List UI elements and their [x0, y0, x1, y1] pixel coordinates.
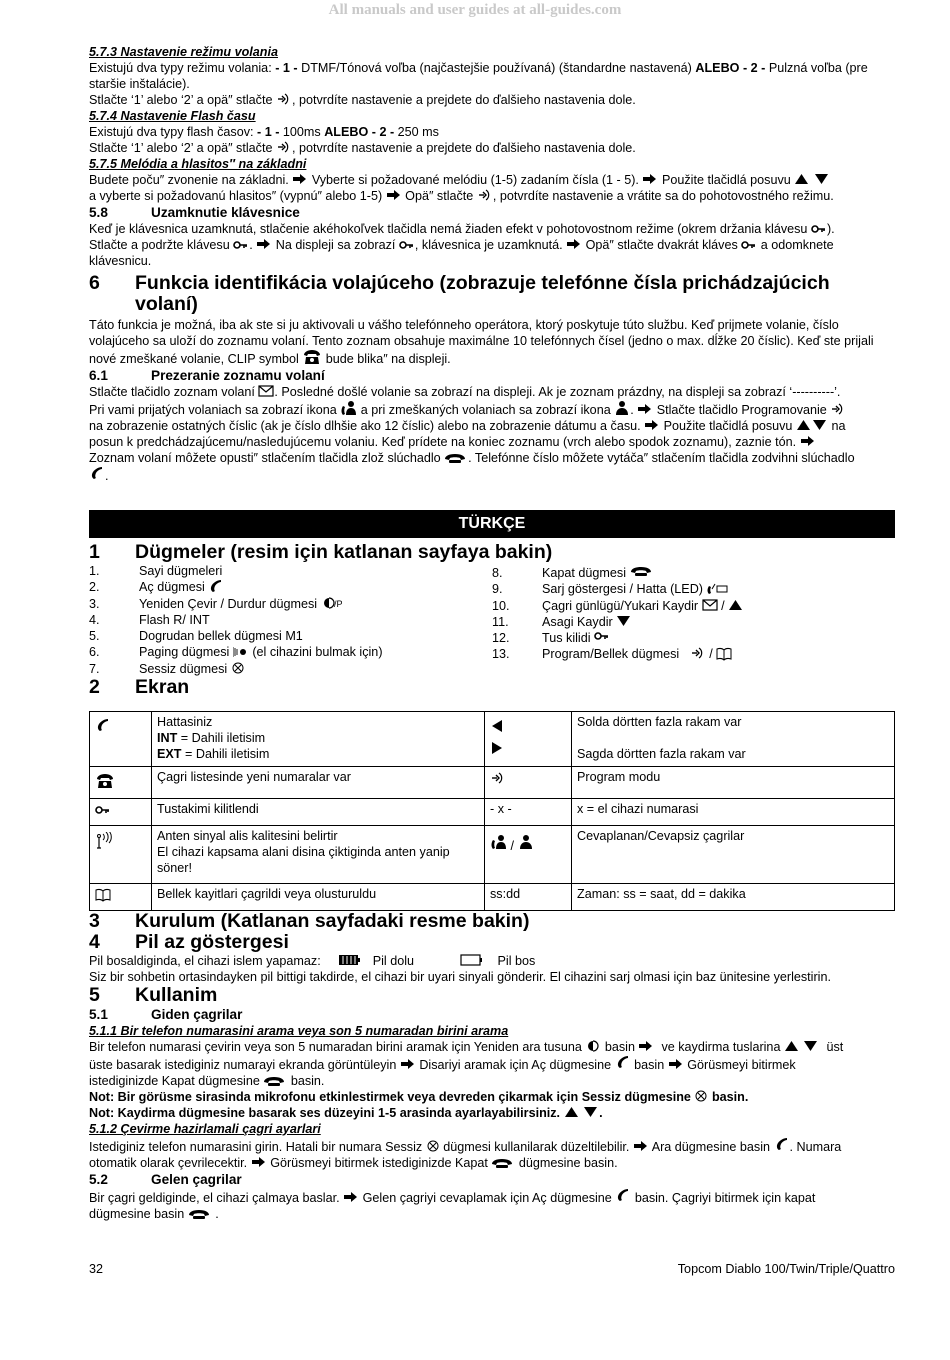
off-hook-icon	[615, 1188, 631, 1204]
mute-icon	[231, 661, 245, 675]
tr-section-1-heading	[89, 542, 895, 563]
text: üst	[826, 1040, 844, 1055]
text-bold: ALEBO - 2 -	[324, 125, 395, 139]
section-6-heading	[89, 273, 895, 315]
section-574-text	[89, 124, 895, 140]
tr-section-4-text	[89, 953, 895, 969]
text: basin.	[290, 1074, 325, 1089]
list-item	[89, 661, 492, 677]
item-label: Kapat dügmesi	[542, 566, 627, 580]
tr-section-512-text-2	[89, 1155, 895, 1171]
text: na	[831, 419, 846, 433]
svg-text:/P: /P	[333, 598, 343, 609]
item-note: (el cihazini bulmak için)	[252, 645, 383, 660]
off-hook-icon	[89, 466, 105, 482]
text: Not: Kaydirma dügmesine basarak ses düzeyini 1-5 arasinda ayarlayabilirsiniz.	[89, 1106, 561, 1121]
section-title: Giden çagrilar	[151, 1007, 243, 1023]
table-cell: Çagri listesinde yeni numaralar var	[152, 767, 485, 799]
section-58-heading	[89, 204, 895, 221]
table-cell	[485, 712, 572, 767]
section-61-text	[89, 384, 895, 400]
text: .	[249, 238, 253, 252]
key-icon	[741, 239, 757, 251]
right-triangle-icon	[490, 741, 504, 755]
list-item	[492, 630, 895, 646]
text: Táto funkcia je možná, iba ak ste si ju aktivovali u vášho telefónneho operátora, ktorý poskytuje túto službu. Keď prijmete volanie, číslo volajúceho sa uloží do zoznamu volaní. Tento zoznam obsahuje maximálne 10 telefónnych čísel (jedno o max. dĺžke 20 číslic). Keď ste prijali nové zmeškané volanie, CLIP symbol	[89, 318, 874, 366]
list-item	[492, 581, 895, 597]
text: Budete poču″ zvonenie na základni.	[89, 173, 289, 187]
list-item	[492, 565, 895, 581]
text: = Dahili iletisim	[181, 747, 270, 762]
clip-phone-icon	[302, 349, 322, 365]
text: Bir çagri geldiginde, el cihazi çalmaya baslar.	[89, 1191, 340, 1206]
text: , klávesnica je uzamknutá.	[414, 238, 563, 252]
off-hook-icon	[208, 579, 224, 595]
item-label: Yeniden Çevir / Durdur dügmesi	[139, 596, 318, 611]
text: Zoznam volaní môžete opusti″ stlačením tlačidla zlož slúchadlo	[89, 451, 441, 465]
section-title: Pil az göstergesi	[135, 931, 289, 954]
list-item	[89, 596, 492, 612]
text: a vyberte si požadovanú hlasitos″ (vypnú″ alebo 1-5)	[89, 189, 383, 203]
mute-icon	[694, 1089, 708, 1103]
section-573-text	[89, 60, 895, 92]
arrow-right-icon	[644, 418, 660, 432]
text: Na displeji sa zobrazí	[275, 238, 396, 252]
item-number: 13.	[492, 647, 510, 662]
page-footer	[89, 1262, 895, 1276]
section-574-title: 5.7.4 Nastavenie Flash času	[89, 109, 256, 123]
clip-phone-icon	[95, 773, 115, 791]
arrow-right-icon	[642, 172, 658, 186]
section-number: 1	[89, 541, 100, 563]
program-icon	[477, 188, 493, 202]
item-label: Dogrudan bellek dügmesi M1	[139, 629, 303, 644]
text: dügmesine basin.	[518, 1156, 618, 1171]
table-cell	[152, 712, 485, 767]
table-cell: x = el cihazi numarasi	[572, 799, 895, 826]
tr-section-4-heading	[89, 932, 895, 953]
text: posun k predchádzajúcemu/nasledujúcemu volaniu. Keď prídete na koniec zoznamu (vrch alebo spodok zoznamu), zaznie tón.	[89, 435, 797, 449]
table-cell: Bellek kayitlari çagrildi veya olusturuldu	[152, 884, 485, 911]
arrow-right-icon	[637, 402, 653, 416]
key-icon	[95, 804, 111, 816]
text: basin	[634, 1058, 665, 1073]
key-icon	[594, 630, 610, 642]
off-hook-icon	[615, 1055, 631, 1071]
charge-led-icon	[706, 581, 730, 595]
text: dügmesine basin	[89, 1207, 185, 1222]
scroll-down-icon	[583, 1105, 599, 1119]
text: Stlačte ‘1’ alebo ‘2’ a opä″ stlačte	[89, 141, 273, 155]
scroll-up-icon	[728, 598, 744, 612]
section-title: Ekran	[135, 676, 190, 699]
text: , potvrdíte nastavenie a prejdete do ďalšieho nastavenia dole.	[291, 93, 636, 107]
scroll-down-icon	[814, 172, 830, 186]
section-61-text-6	[89, 466, 895, 484]
table-row	[90, 826, 895, 884]
section-61-text-5	[89, 450, 895, 466]
scroll-down-icon	[616, 614, 632, 628]
battery-empty-icon	[460, 953, 484, 967]
table-cell	[90, 767, 152, 799]
program-icon	[276, 140, 292, 154]
text: Pri vami prijatých volaniach sa zobrazí ikona	[89, 403, 337, 417]
manual-page	[89, 44, 895, 1222]
page-number: 32	[89, 1262, 104, 1276]
item-label: Sayi dügmeleri	[139, 564, 223, 578]
section-title: Prezeranie zoznamu volaní	[151, 368, 325, 383]
section-title: Uzamknutie klávesnice	[151, 205, 300, 220]
item-number: 6.	[89, 645, 100, 660]
tr-section-511-text-2	[89, 1055, 895, 1073]
missed-call-icon	[614, 400, 630, 416]
table-cell	[90, 799, 152, 826]
text: Not: Bir görüsme sirasinda mikrofonu etkinlestirmek veya devreden çikarmak için Sessiz dügmesine	[89, 1090, 691, 1105]
section-573-text-2	[89, 92, 895, 108]
section-number: 2	[89, 676, 100, 699]
table-cell	[485, 767, 572, 799]
text: Ara dügmesine basin	[651, 1140, 771, 1155]
item-label: Aç dügmesi	[139, 580, 205, 595]
tr-section-511-text	[89, 1039, 895, 1055]
list-item	[89, 628, 492, 644]
on-hook-icon	[444, 452, 468, 464]
left-arrow-wrap	[490, 719, 566, 735]
table-cell: Zaman: ss = saat, dd = dakika	[572, 884, 895, 911]
section-title: Gelen çagrilar	[151, 1172, 242, 1188]
section-575-title: 5.7.5 Melódia a hlasitos″ na základni	[89, 157, 307, 171]
tr-section-511-title: 5.1.1 Bir telefon numarasini arama veya son 5 numaradan birini arama	[89, 1024, 509, 1039]
text: . Posledné došlé volanie sa zobrazí na displeji. Ak je zoznam prázdny, na displeji sa zobrazí ‘----------’.	[274, 385, 841, 399]
text: Vyberte si požadované melódiu (1-5) zadaním čísla (1 - 5).	[311, 173, 639, 187]
text: .	[215, 1207, 219, 1222]
section-number: 6.1	[89, 368, 108, 383]
text-bold: EXT	[157, 747, 182, 762]
table-cell: - x -	[485, 799, 572, 826]
table-cell: Cevaplanan/Cevapsiz çagrilar	[572, 826, 895, 884]
text-bold: - 1 -	[275, 61, 298, 75]
text: Disariyi aramak için Aç dügmesine	[419, 1058, 612, 1073]
program-icon	[276, 92, 292, 106]
text: Existujú dva typy flash časov:	[89, 125, 257, 139]
scroll-up-icon	[564, 1105, 580, 1119]
key-icon	[233, 239, 249, 251]
arrow-right-icon	[638, 1039, 654, 1053]
footer-model: Topcom Diablo 100/Twin/Triple/Quattro	[677, 1262, 895, 1276]
program-icon	[690, 646, 706, 660]
section-title: Dügmeler (resim için katlanan sayfaya bakin)	[135, 541, 553, 563]
book-icon	[716, 646, 732, 662]
text-bold: ALEBO - 2 -	[695, 61, 766, 75]
section-61-text-2	[89, 400, 895, 418]
section-58-text-2	[89, 237, 895, 269]
scroll-up-icon	[794, 172, 810, 186]
tr-section-52-text	[89, 1188, 895, 1206]
off-hook-icon	[95, 718, 111, 736]
arrow-right-icon	[343, 1190, 359, 1204]
text: Keď je klávesnica uzamknutá, stlačenie akéhokoľvek tlačidla nemá žiaden efekt v pohotovostnom režime (okrem držania klávesu	[89, 222, 808, 236]
envelope-icon	[702, 598, 718, 612]
text: üste basarak istediginiz numarayi ekranda görüntüleyin	[89, 1058, 397, 1073]
item-label: Paging dügmesi	[139, 645, 230, 660]
arrow-right-icon	[800, 434, 816, 448]
text: Gelen çagriyi cevaplamak için Aç dügmesine	[362, 1191, 612, 1206]
text: Použite tlačidlá posuvu	[661, 173, 791, 187]
text: ).	[826, 222, 835, 236]
item-number: 9.	[492, 582, 503, 597]
table-row	[90, 884, 895, 911]
item-number: 10.	[492, 598, 510, 613]
on-hook-icon	[491, 1157, 515, 1169]
list-item	[89, 579, 492, 595]
item-label: Program/Bellek dügmesi	[542, 647, 680, 662]
program-icon	[490, 771, 506, 785]
cell-text: Hattasiniz	[157, 715, 213, 730]
item-label: Sessiz dügmesi	[139, 661, 228, 676]
answered-call-icon	[490, 834, 507, 852]
text: DTMF/Tónová voľba (najčastejšie používaná) (štandardne nastavená)	[297, 61, 696, 75]
item-number: 11.	[492, 614, 509, 629]
arrow-right-icon	[668, 1057, 684, 1071]
table-cell: Program modu	[572, 767, 895, 799]
antenna-icon	[95, 832, 113, 850]
text: Existujú dva typy režimu volania:	[89, 61, 276, 75]
list-item: 13. Program/Bellek dügmesi /	[492, 646, 895, 662]
tr-section-511-text-3	[89, 1073, 895, 1089]
battery-full-icon	[338, 953, 362, 967]
section-58-text	[89, 221, 895, 237]
text: Opä″ stlačte dvakrát kláves	[585, 238, 738, 252]
language-band: TÜRKÇE	[89, 510, 895, 538]
text: Istediginiz telefon numarasini girin. Hatali bir numara Sessiz	[89, 1140, 423, 1155]
on-hook-icon	[263, 1075, 287, 1087]
section-574-text-2	[89, 140, 895, 156]
text: basin	[604, 1040, 635, 1055]
text: . Numara	[789, 1140, 842, 1155]
table-cell	[572, 712, 895, 767]
text-bold: INT	[157, 731, 178, 746]
text: basin.	[711, 1090, 749, 1105]
tr-section-511-note-2	[89, 1105, 895, 1121]
list-item	[89, 612, 492, 628]
section-title: Kullanim	[135, 984, 218, 1007]
list-item: 10. Çagri günlügü/Yukari Kaydir /	[492, 598, 895, 614]
tr-section-512-title: 5.1.2 Çevirme hazirlamali çagri ayarlari	[89, 1122, 321, 1137]
text: Görüsmeyi bitirmek	[687, 1058, 796, 1073]
tr-section-52-heading	[89, 1171, 895, 1188]
text: = Dahili iletisim	[177, 731, 266, 746]
text: .	[599, 1106, 603, 1121]
table-cell: /	[485, 826, 572, 884]
program-icon	[830, 402, 846, 416]
item-label: Tus kilidi	[542, 631, 591, 646]
cell-text: Anten sinyal alis kalitesini belirtir	[157, 829, 338, 844]
text: basin. Çagriyi bitirmek için kapat	[634, 1191, 816, 1206]
text: .	[630, 403, 634, 417]
table-cell: ss:dd	[485, 884, 572, 911]
section-number: 5.2	[89, 1172, 108, 1188]
text: istediginizde Kapat dügmesine	[89, 1074, 260, 1089]
envelope-icon	[258, 384, 274, 398]
item-number: 5.	[89, 629, 100, 644]
redial-icon	[585, 1039, 601, 1053]
text: Použite tlačidlá posuvu	[663, 419, 793, 433]
list-item	[492, 614, 895, 630]
buttons-list-left	[89, 563, 492, 677]
tr-section-2-heading	[89, 677, 895, 698]
cell-text: Solda dörtten fazla rakam var	[577, 715, 742, 730]
arrow-right-icon	[292, 172, 308, 186]
arrow-right-icon	[251, 1155, 267, 1169]
off-hook-icon	[774, 1137, 790, 1153]
paging-icon	[233, 644, 249, 658]
cell-text	[157, 730, 479, 746]
section-61-heading	[89, 367, 895, 384]
text: ve kaydirma tuslarina	[661, 1040, 781, 1055]
table-row	[90, 799, 895, 826]
book-icon	[95, 887, 111, 903]
buttons-list-right	[492, 563, 895, 677]
section-575-text	[89, 172, 895, 188]
item-number: 4.	[89, 612, 100, 627]
tr-section-4-text-2: Siz bir sohbetin ortasindayken pil bittigi takdirde, el cihazi bir uyari sinyali gönderir. El cihazini sarj olmasi için baz ünitesine yerlestirin.	[89, 970, 831, 985]
arrow-right-icon	[256, 237, 272, 251]
arrow-right-icon	[400, 1057, 416, 1071]
text: bude blika″ na displeji.	[325, 352, 451, 366]
scroll-up-icon	[796, 418, 812, 432]
text: Stlačte tlačidlo Programovanie	[656, 403, 827, 417]
text-bold: - 1 -	[257, 125, 280, 139]
list-item	[89, 563, 492, 579]
item-label: Asagi Kaydir	[542, 614, 613, 629]
missed-call-icon	[518, 834, 534, 852]
text: otomatik olarak çevrilecektir.	[89, 1156, 248, 1171]
answered-call-icon	[340, 400, 357, 416]
item-label: Sarj göstergesi / Hatta (LED)	[542, 582, 703, 597]
right-arrow-wrap	[490, 741, 566, 757]
key-icon	[399, 239, 415, 251]
cell-text: El cihazi kapsama alani disina çiktiginda anten yanip söner!	[157, 845, 450, 876]
section-number: 6	[89, 272, 100, 294]
item-number: 1.	[89, 564, 100, 578]
tr-section-3-heading	[89, 911, 895, 932]
tr-section-512-text	[89, 1137, 895, 1155]
arrow-right-icon	[566, 237, 582, 251]
display-icons-table	[89, 711, 895, 911]
item-label: Flash R/ INT	[139, 612, 210, 627]
scroll-down-icon	[812, 418, 828, 432]
text: Pil dolu	[372, 954, 415, 969]
table-row	[90, 712, 895, 767]
text: , potvrdíte nastavenie a vrátite sa do pohotovostného režimu.	[492, 189, 834, 203]
list-item	[89, 644, 492, 660]
text: Pil bos	[497, 954, 536, 969]
left-triangle-icon	[490, 719, 504, 733]
item-number: 7.	[89, 661, 100, 676]
text: 250 ms	[394, 125, 439, 139]
on-hook-icon	[188, 1208, 212, 1220]
text: na zobrazenie ostatných číslic (ak je číslo dlhšie ako 12 číslic) alebo na zobrazenie dátumu a času.	[89, 419, 641, 433]
tr-section-52-text-2	[89, 1206, 895, 1222]
item-number: 12.	[492, 631, 510, 646]
section-number: 3	[89, 910, 100, 933]
text: Pulzná voľba (pre staršie inštalácie).	[89, 61, 868, 91]
text: .	[105, 469, 109, 483]
cell-text	[157, 746, 479, 762]
on-hook-icon	[630, 565, 656, 577]
section-6-text	[89, 317, 895, 367]
section-number: 5.1	[89, 1007, 108, 1023]
watermark: All manuals and user guides at all-guides.com	[328, 2, 622, 18]
arrow-right-icon	[386, 188, 402, 202]
item-number: 3.	[89, 596, 100, 611]
table-cell	[152, 826, 485, 884]
section-title: Funkcia identifikácia volajúceho (zobrazuje telefónne čísla prichádzajúcich volaní)	[135, 272, 830, 315]
item-number: 2.	[89, 580, 100, 595]
key-icon	[811, 223, 827, 235]
scroll-up-icon	[784, 1039, 800, 1053]
scroll-down-icon	[803, 1039, 819, 1053]
table-cell	[90, 884, 152, 911]
tr-section-5-heading	[89, 985, 895, 1006]
text: dügmesi kullanilarak düzeltilebilir.	[443, 1140, 630, 1155]
text: 100ms	[279, 125, 325, 139]
tr-section-51-heading	[89, 1006, 895, 1023]
text: Görüsmeyi bitirmek istediginizde Kapat	[270, 1156, 488, 1171]
table-cell	[90, 712, 152, 767]
table-cell: Tustakimi kilitlendi	[152, 799, 485, 826]
section-number: 5.8	[89, 205, 108, 220]
section-number: 5	[89, 984, 100, 1007]
text: . Telefónne číslo môžete vytáča″ stlačením tlačidla zodvihni slúchadlo	[468, 451, 855, 465]
text: a odomknete klávesnicu.	[89, 238, 834, 268]
text: Stlačte a podržte klávesu	[89, 238, 230, 252]
redial-pause-icon	[321, 596, 343, 610]
text: Stlačte ‘1’ alebo ‘2’ a opä″ stlačte	[89, 93, 273, 107]
item-label: Çagri günlügü/Yukari Kaydir	[542, 598, 699, 613]
buttons-list	[89, 563, 895, 677]
table-cell	[90, 826, 152, 884]
mute-icon	[426, 1139, 440, 1153]
cell-text: Sagda dörtten fazla rakam var	[577, 747, 746, 762]
tr-section-511-note-1	[89, 1089, 895, 1105]
table-row	[90, 767, 895, 799]
text: Stlačte tlačidlo zoznam volaní	[89, 385, 255, 399]
text: Pil bosaldiginda, el cihazi islem yapamaz:	[89, 954, 321, 969]
text: Opä″ stlačte	[405, 189, 474, 203]
section-number: 4	[89, 931, 100, 954]
section-title: Kurulum (Katlanan sayfadaki resme bakin)	[135, 910, 530, 933]
section-61-text-3	[89, 418, 895, 434]
arrow-right-icon	[633, 1139, 649, 1153]
section-575-text-2	[89, 188, 895, 204]
section-61-text-4	[89, 434, 895, 450]
text: a pri zmeškaných volaniach sa zobrazí ikona	[360, 403, 611, 417]
item-number: 8.	[492, 566, 503, 580]
text: , potvrdíte nastavenie a prejdete do ďalšieho nastavenia dole.	[291, 141, 636, 155]
section-573-title: 5.7.3 Nastavenie režimu volania	[89, 45, 278, 59]
text: Bir telefon numarasi çevirin veya son 5 numaradan birini aramak için Yeniden ara tusuna	[89, 1040, 582, 1055]
